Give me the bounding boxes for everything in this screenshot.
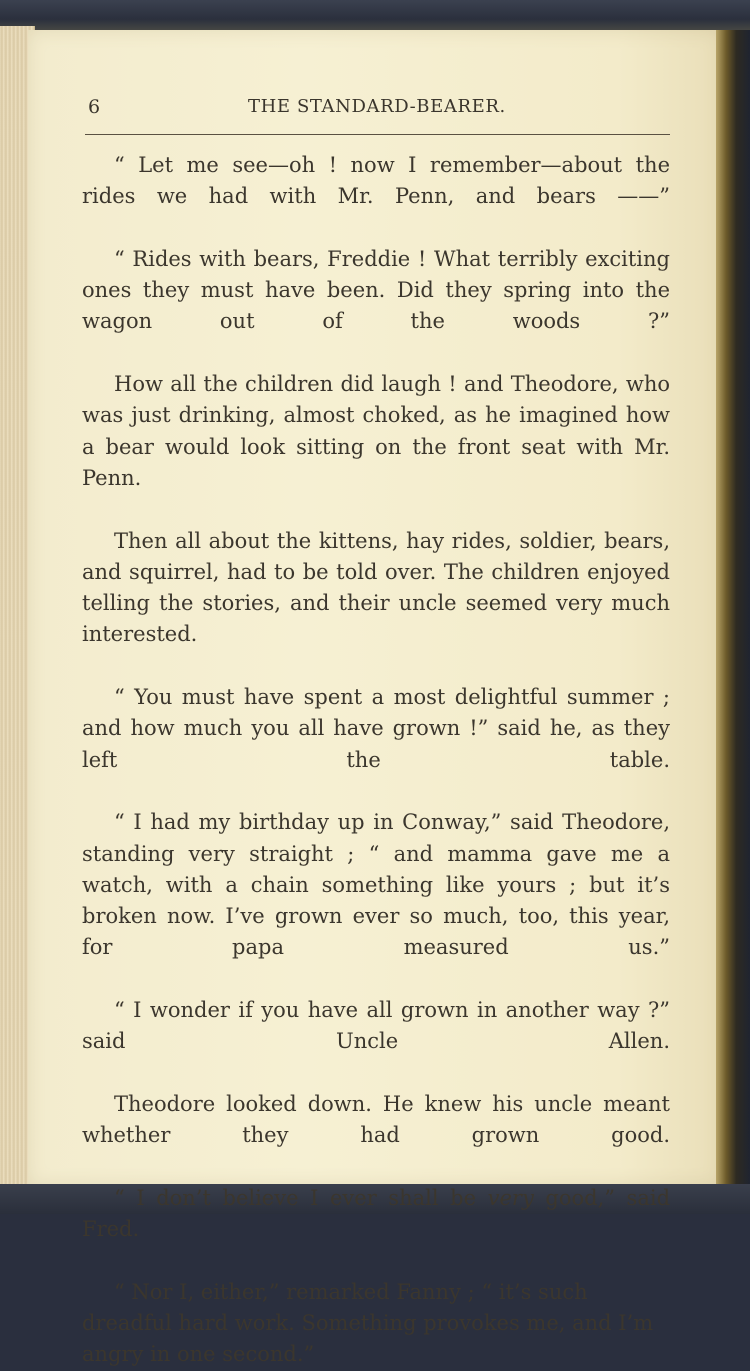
book-title-header: THE STANDARD-BEARER. — [248, 96, 506, 117]
paragraph: Then all about the kittens, hay rides, soldier, bears, and squirrel, had to be told over. The children enjoyed telling the stories, and their uncle seemed very much interested. — [82, 528, 670, 647]
paragraph-fred-before: “ I don’t believe I ever shall be — [114, 1185, 488, 1210]
header-rule — [85, 134, 670, 135]
paragraph: “ Nor I, either,” remarked Fanny ; “ it’s such dreadful hard work. Something provokes me, and I’m angry in one second.” — [82, 1279, 654, 1367]
paragraph: “ I wonder if you have all grown in another way ?” said Uncle Allen. — [82, 998, 670, 1054]
emphasis-very: very — [487, 1185, 534, 1210]
paragraph: “ Let me see—oh ! now I remember—about the rides we had with Mr. Penn, and bears ——” — [82, 153, 670, 209]
page-body-text — [82, 150, 670, 1371]
running-head — [88, 96, 670, 124]
paragraph: “ Rides with bears, Freddie ! What terribly exciting ones they must have been. Did they spring into the wagon out of the woods ?” — [82, 246, 670, 334]
paragraph: “ You must have spent a most delightful summer ; and how much you all have grown !” said he, as they left the table. — [82, 685, 670, 772]
book-cover-top — [0, 0, 750, 32]
paragraph-fred — [82, 1183, 670, 1277]
paragraph: Theodore looked down. He knew his uncle meant whether they had grown good. — [82, 1091, 670, 1148]
paragraph-fred-after: good,” said Fred. — [82, 1185, 671, 1242]
paragraph: How all the children did laugh ! and Theodore, who was just drinking, almost choked, as he imagined how a bear would look sitting on the front seat with Mr. Penn. — [82, 372, 670, 490]
paragraph: “ I had my birthday up in Conway,” said Theodore, standing very straight ; “ and mamma gave me a watch, with a chain something like yours ; but it’s broken now. I’ve grown ever so much, too, this year, for papa measured us.” — [82, 810, 670, 960]
page-number: 6 — [88, 96, 101, 118]
book-gutter-shadow — [716, 30, 750, 1190]
